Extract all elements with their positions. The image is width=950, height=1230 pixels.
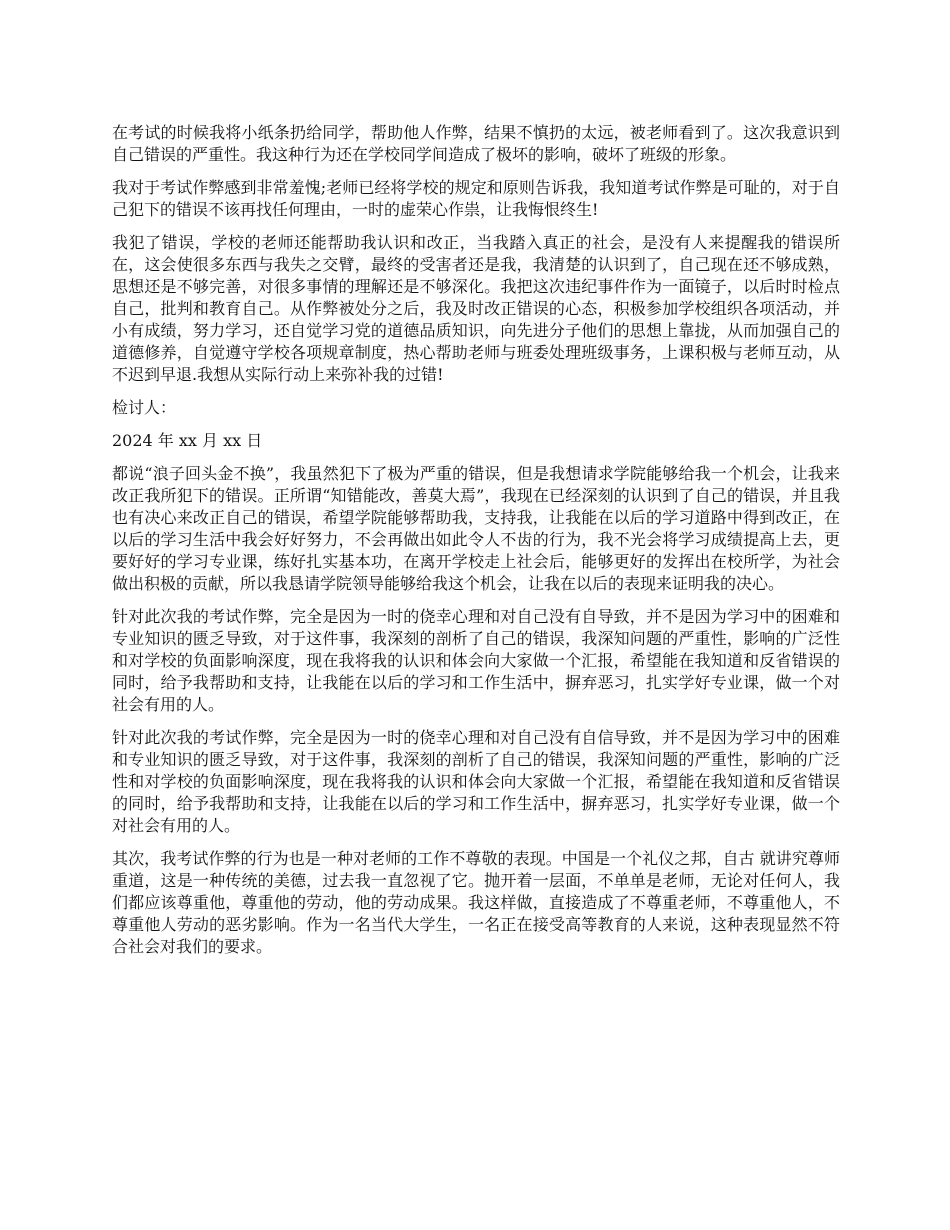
paragraph-shame: 我对于考试作弊感到非常羞愧;老师已经将学校的规定和原则告诉我，我知道考试作弊是可耻的，对于自己犯下的错误不该再找任何理由，一时的虚荣心作祟，让我悔恨终生! (112, 178, 840, 219)
paragraph-reflection: 我犯了错误，学校的老师还能帮助我认识和改正，当我踏入真正的社会，是没有人来提醒我的错误所在，这会使很多东西与我失之交臂，最终的受害者还是我，我清楚的认识到了，自己现在还不够成熟，思想还是不够完善，对很多事情的理解还是不够深化。我把这次违纪事件作为一面镜子，以后时时检点自己，批判和教育自己。从作弊被处分之后，我及时改正错误的心态，积极参加学校组织各项活动，并小有成绩，努力学习，还自觉学习党的道德品质知识，向先进分子他们的思想上靠拢，从而加强自己的道德修养，自觉遵守学校各项规章制度，热心帮助老师与班委处理班级事务，上课积极与老师互动，从不迟到早退.我想从实际行动上来弥补我的过错! (112, 233, 840, 384)
paragraph-analysis-2: 针对此次我的考试作弊，完全是因为一时的侥幸心理和对自己没有自信导致，并不是因为学习中的困难和专业知识的匮乏导致，对于这件事，我深刻的剖析了自己的错误，我深知问题的严重性，影响的广泛性和对学校的负面影响深度，现在我将我的认识和体会向大家做一个汇报，希望能在我知道和反省错误的同时，给予我帮助和支持，让我能在以后的学习和工作生活中，摒弃恶习，扎实学好专业课，做一个对社会有用的人。 (112, 728, 840, 835)
signature-label: 检讨人： (112, 398, 177, 417)
date-line: 2024 年 xx 月 xx 日 (112, 431, 263, 450)
paragraph-incident: 在考试的时候我将小纸条扔给同学，帮助他人作弊，结果不慎扔的太远，被老师看到了。这次我意识到自己错误的严重性。我这种行为还在学校同学间造成了极坏的影响，破坏了班级的形象。 (112, 123, 840, 164)
document-body (112, 122, 840, 969)
paragraph-respect: 其次，我考试作弊的行为也是一种对老师的工作不尊敬的表现。中国是一个礼仪之邦，自古 就讲究尊师重道，这是一种传统的美德，过去我一直忽视了它。抛开着一层面，不单单是老师，无论对任何人，我们都应该尊重他，尊重他的劳动，他的劳动成果。我这样做，直接造成了不尊重老师，不尊重他人，不尊重他人劳动的恶劣影响。作为一名当代大学生，一名正在接受高等教育的人来说，这种表现显然不符合社会对我们的要求。 (112, 849, 840, 956)
paragraph-request: 都说“浪子回头金不换”，我虽然犯下了极为严重的错误，但是我想请求学院能够给我一个机会，让我来改正我所犯下的错误。正所谓“知错能改，善莫大焉”，我现在已经深刻的认识到了自己的错误，并且我也有决心来改正自己的错误，希望学院能够帮助我，支持我，让我能在以后的学习道路中得到改正，在以后的学习生活中我会好好努力，不会再做出如此令人不齿的行为，我不光会将学习成绩提高上去，更要好好的学习专业课，练好扎实基本功，在离开学校走上社会后，能够更好的发挥出在校所学，为社会做出积极的贡献，所以我恳请学院领导能够给我这个机会，让我在以后的表现来证明我的决心。 (112, 464, 840, 593)
paragraph-analysis-1: 针对此次我的考试作弊，完全是因为一时的侥幸心理和对自己没有自导致，并不是因为学习中的困难和专业知识的匮乏导致，对于这件事，我深刻的剖析了自己的错误，我深知问题的严重性，影响的广泛性和对学校的负面影响深度，现在我将我的认识和体会向大家做一个汇报，希望能在我知道和反省错误的同时，给予我帮助和支持，让我能在以后的学习和工作生活中，摒弃恶习，扎实学好专业课，做一个对社会有用的人。 (112, 607, 840, 714)
